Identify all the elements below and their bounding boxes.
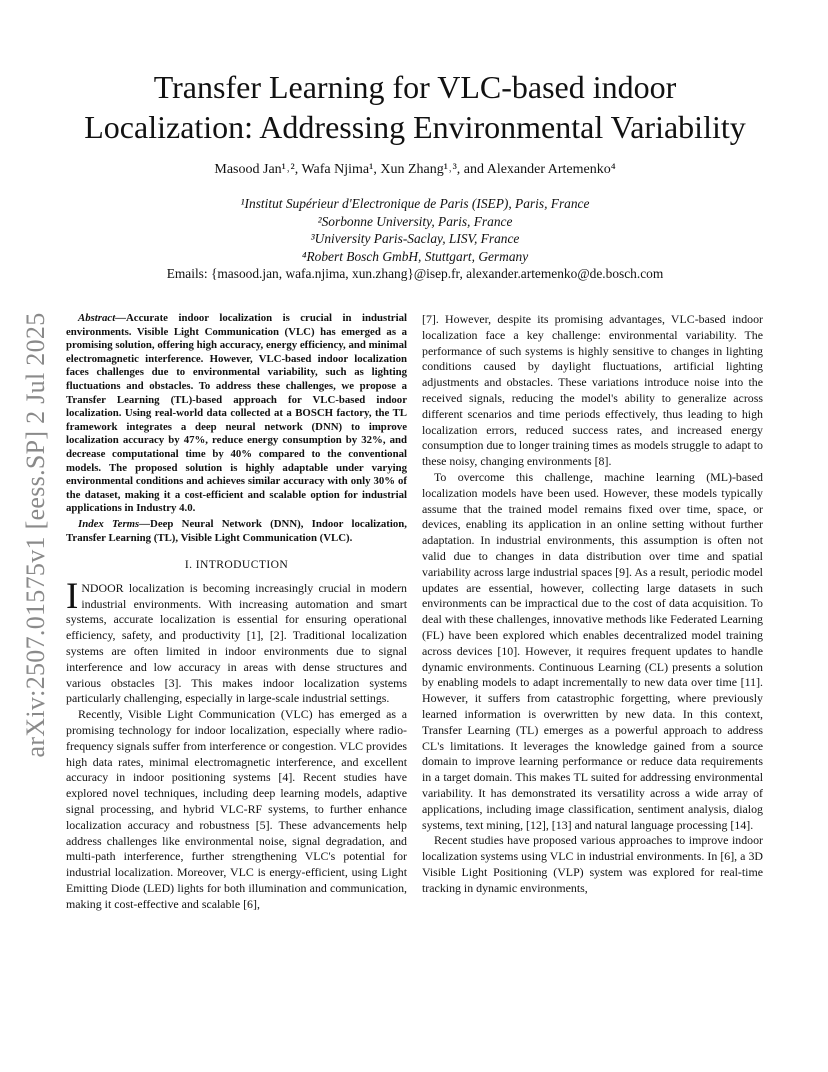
- affiliations: [40, 195, 790, 283]
- affiliation: ⁴Robert Bosch GmbH, Stuttgart, Germany: [301, 248, 529, 264]
- affiliation: ²Sorbonne University, Paris, France: [317, 213, 513, 229]
- abstract: [66, 312, 407, 516]
- title-line-1: Transfer Learning for VLC-based indoor: [153, 69, 677, 105]
- affiliation: ³University Paris-Saclay, LISV, France: [310, 231, 520, 247]
- right-column: [422, 312, 763, 896]
- left-column: [66, 312, 407, 913]
- abstract-lead: Abstract—: [78, 312, 126, 324]
- title-line-2: Localization: Addressing Environmental Variability: [84, 109, 746, 145]
- index-terms-lead: Index Terms—: [78, 517, 151, 530]
- body-paragraph: Recent studies have proposed various approaches to improve indoor localization systems using VLC in industrial environments. In [6], a 3D Visible Light Positioning (VLP) system was explored for real-time tracking in dynamic environments,: [422, 833, 763, 895]
- arxiv-stamp: arXiv:2507.01575v1 [eess.SP] 2 Jul 2025: [21, 312, 50, 758]
- intro-paragraph: Recently, Visible Light Communication (VLC) has emerged as a promising technology for indoor localization, especially where radio-frequency signals suffer from interference or congestion. VLC provides high data rates, minimal electromagnetic interference, and excellent accuracy in indoor positioning systems [4]. Recent studies have explored novel techniques, including deep learning models, adaptive signal processing, and hybrid VLC-RF systems, to further enhance localization accuracy and robustness [5]. These advancements help address challenges like environmental noise, signal degradation, and multi-path interference, further strengthening VLC's potential for industrial localization. Moreover, VLC is energy-efficient, using Light Emitting Diode (LED) lights for both illumination and communication, making it cost-effective and scalable [6],: [66, 707, 407, 911]
- drop-cap: I: [66, 575, 79, 617]
- body-paragraph: To overcome this challenge, machine learning (ML)-based localization models have been used. However, these models typically assume that the trained model remains fixed over time, space, or devices, enabling its application in an online setting without further adaptation. In industrial environments, this assumption is often not valid due to changes in data distribution over time and spatial variability across large industrial spaces [9]. As a result, periodic model updates are essential, however, collecting large datasets in such environments can be impractical due to the cost of data acquisition. To deal with these challenges, innovative methods like Federated Learning (FL) have been explored which enables decentralized model training across devices [10]. However, it requires frequent updates to handle dynamic environments. Continuous Learning (CL) presents a solution by enabling models to adapt incrementally to new data over time [11]. However, it suffers from catastrophic forgetting, where previously learned information is overwritten by new data. In this context, Transfer Learning (TL) emerges as a powerful approach to address CL's limitations. It leverages the knowledge gained from a source domain to improve learning performance or reduce data requirements in a target domain. This makes TL suited for addressing environmental variability. It has demonstrated its versatility across a wide array of applications, including image classification, sentiment analysis, dialog systems, text mining, [12], [13] and natural language processing [14].: [422, 469, 763, 832]
- affiliation: ¹Institut Supérieur d'Electronique de Paris (ISEP), Paris, France: [240, 196, 590, 211]
- author-list: Masood Jan¹˒², Wafa Njima¹, Xun Zhang¹˒³, and Alexander Artemenko⁴: [214, 162, 616, 177]
- section-heading: I. INTRODUCTION: [184, 558, 289, 572]
- paper-title: [40, 67, 790, 147]
- index-terms: [66, 518, 407, 545]
- index-terms-body: Deep Neural Network (DNN), Indoor localization, Transfer Learning (TL), Visible Light Communication (VLC).: [66, 517, 407, 544]
- emails: Emails: {masood.jan, wafa.njima, xun.zhang}@isep.fr, alexander.artemenko@de.bosch.com: [166, 266, 664, 282]
- abstract-body: Accurate indoor localization is crucial in industrial environments. Visible Light Communication (VLC) has emerged as a promising solution, offering high accuracy, energy efficiency, and minimal electromagnetic interference. However, VLC-based indoor localization faces challenges due to environmental variability, such as lighting fluctuations and obstacles. To address these challenges, we propose a Transfer Learning (TL)-based approach for VLC-based indoor localization. Using real-world data collected at a BOSCH factory, the TL framework integrates a deep neural network (DNN) to improve localization accuracy by 47%, reduce energy consumption by 32%, and decrease computational time by 40% compared to the conventional models. The proposed solution is highly adaptable under varying environmental conditions and achieves similar accuracy with only 30% of the dataset, making it a cost-efficient and scalable option for industrial applications in Industry 4.0.: [66, 312, 407, 515]
- intro-paragraph: INDOOR localization is becoming increasingly crucial in modern industrial environments. With increasing automation and smart systems, accurate localization is essential for ensuring operational efficiency, safety, and productivity [1], [2]. Traditional localization systems are often limited in indoor environments due to signal interference and low accuracy in areas with dense structures and various obstacles [3]. This makes indoor localization systems particularly challenging, especially in large-scale industrial settings.: [66, 575, 407, 706]
- body-paragraph: [7]. However, despite its promising advantages, VLC-based indoor localization face a key challenge: environmental variability. The performance of such systems is highly sensitive to changes in lighting conditions caused by daylight fluctuations, artificial lighting adjustments and obstacles. These variations introduce noise into the received signals, reducing the model's ability to generalize across different scenarios and time periods effectively, thus leading to high localization errors, reduced success rates, and increased energy consumption due to longer training times as models struggle to adapt to these noisy, changing environments [8].: [422, 312, 763, 469]
